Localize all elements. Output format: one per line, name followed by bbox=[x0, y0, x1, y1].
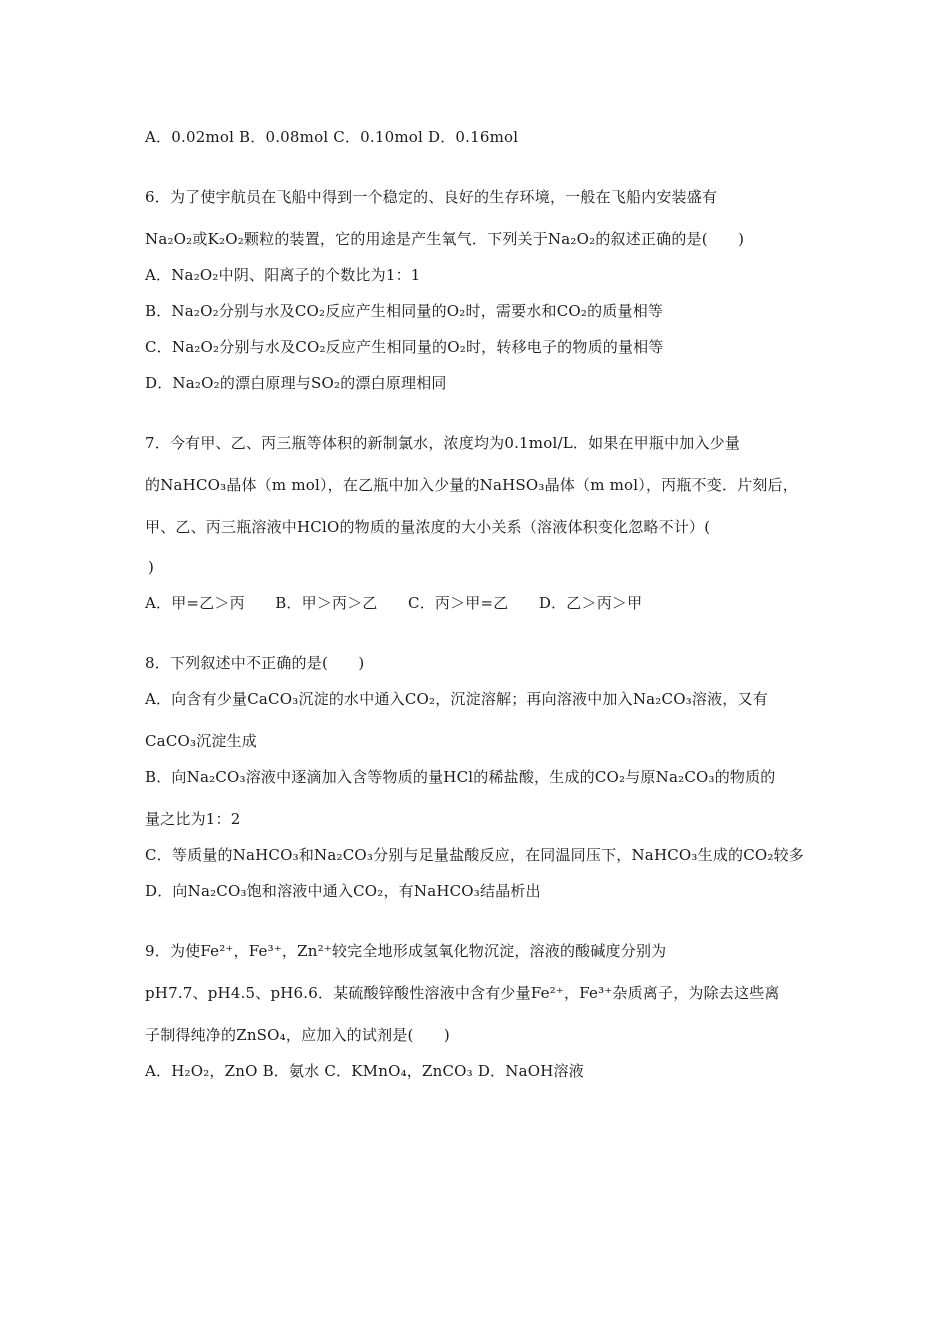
q8-option-a-line2: CaCO₃沉淀生成 bbox=[145, 732, 258, 750]
q6-option-d: D．Na₂O₂的漂白原理与SO₂的漂白原理相同 bbox=[145, 374, 447, 392]
q6-option-c: C．Na₂O₂分别与水及CO₂反应产生相同量的O₂时，转移电子的物质的量相等 bbox=[145, 338, 664, 356]
q8-option-d: D．向Na₂CO₃饱和溶液中通入CO₂，有NaHCO₃结晶析出 bbox=[145, 882, 541, 900]
q6-option-b: B．Na₂O₂分别与水及CO₂反应产生相同量的O₂时，需要水和CO₂的质量相等 bbox=[145, 302, 664, 320]
q8-option-b-line1: B．向Na₂CO₃溶液中逐滴加入含等物质的量HCl的稀盐酸，生成的CO₂与原Na₂CO₃的物质的 bbox=[145, 768, 776, 786]
q8-stem: 8．下列叙述中不正确的是( ) bbox=[145, 654, 365, 672]
q7-stem-line2: 的NaHCO₃晶体（m mol），在乙瓶中加入少量的NaHSO₃晶体（m mol），丙瓶不变．片刻后， bbox=[145, 476, 798, 494]
q9-stem-line3: 子制得纯净的ZnSO₄，应加入的试剂是( ) bbox=[145, 1026, 450, 1044]
q8-option-c: C．等质量的NaHCO₃和Na₂CO₃分别与足量盐酸反应，在同温同压下，NaHCO₃生成的CO₂较多 bbox=[145, 846, 805, 864]
q7-stem-line1: 7．今有甲、乙、丙三瓶等体积的新制氯水，浓度均为0.1mol/L．如果在甲瓶中加入少量 bbox=[145, 434, 741, 452]
q7-options: A．甲=乙＞丙 B．甲＞丙＞乙 C．丙＞甲=乙 D．乙＞丙＞甲 bbox=[145, 594, 643, 612]
q6-stem-line2: Na₂O₂或K₂O₂颗粒的装置，它的用途是产生氧气．下列关于Na₂O₂的叙述正确的是( ) bbox=[145, 230, 745, 248]
q8-option-a-line1: A．向含有少量CaCO₃沉淀的水中通入CO₂，沉淀溶解；再向溶液中加入Na₂CO₃溶液，又有 bbox=[145, 690, 768, 708]
q9-stem-line2: pH7.7、pH4.5、pH6.6．某硫酸锌酸性溶液中含有少量Fe²⁺，Fe³⁺杂质离子，为除去这些离 bbox=[145, 984, 780, 1002]
q8-option-b-line2: 量之比为1：2 bbox=[145, 810, 241, 828]
q9-options: A．H₂O₂，ZnO B．氨水 C．KMnO₄，ZnCO₃ D．NaOH溶液 bbox=[145, 1062, 584, 1080]
q5-options: A．0.02mol B．0.08mol C．0.10mol D．0.16mol bbox=[145, 128, 519, 146]
q9-stem-line1: 9．为使Fe²⁺，Fe³⁺，Zn²⁺较完全地形成氢氧化物沉淀，溶液的酸碱度分别为 bbox=[145, 942, 667, 960]
q6-stem-line1: 6．为了使宇航员在飞船中得到一个稳定的、良好的生存环境，一般在飞船内安装盛有 bbox=[145, 188, 718, 206]
q7-stem-line3: 甲、乙、丙三瓶溶液中HClO的物质的量浓度的大小关系（溶液体积变化忽略不计）( bbox=[145, 518, 711, 536]
q6-option-a: A．Na₂O₂中阴、阳离子的个数比为1：1 bbox=[145, 266, 421, 284]
q7-stem-line4: ) bbox=[148, 558, 155, 576]
